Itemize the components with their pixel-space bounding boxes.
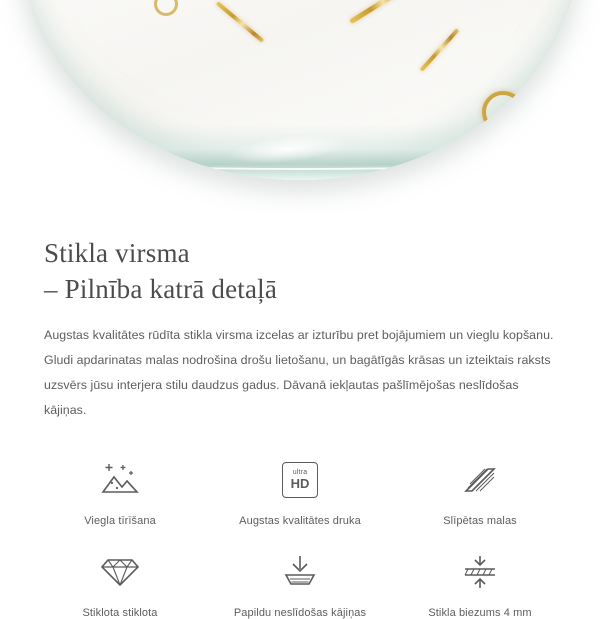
page-title xyxy=(44,236,556,307)
feature-item-anti-slip-feet xyxy=(210,549,390,619)
feature-item-glass-thickness xyxy=(390,549,570,619)
body-paragraph: Augstas kvalitātes rūdīta stikla virsma izcelas ar izturību pret bojājumiem un vieglu kopšanu. Gludi apdarinatas malas nodrošina drošu lietošanu, un bagātīgās krāsas un izteiktais raksts uzsvērs jūsu interjera stilu daudzus gadus. Dāvanā iekļautas pašlīmējošas neslīdošas kājiņas. xyxy=(44,328,554,417)
feature-label: Augstas kvalitātes druka xyxy=(239,514,361,527)
ultra-hd-badge-icon xyxy=(282,457,318,503)
page-title-line-2: – Pilnība katrā detaļā xyxy=(44,273,278,304)
polished-edges-icon xyxy=(460,457,500,503)
badge-bottom-text: HD xyxy=(290,476,310,491)
sparkle-mountain-icon xyxy=(99,457,141,503)
thickness-arrows-icon xyxy=(460,549,500,595)
feature-item-tempered-glass xyxy=(30,549,210,619)
anti-slip-feet-icon xyxy=(280,549,320,595)
feature-grid xyxy=(0,423,600,619)
feature-item-polished-edges xyxy=(390,457,570,527)
content-block xyxy=(0,212,600,423)
gold-streak xyxy=(420,29,460,73)
gold-streak xyxy=(349,0,411,25)
feature-label: Slīpētas malas xyxy=(443,514,517,527)
badge-top-text: ultra xyxy=(292,469,308,476)
feature-label: Stikla biezums 4 mm xyxy=(428,606,532,619)
feature-label: Stiklota stiklota xyxy=(82,606,158,619)
hero-product-image xyxy=(0,0,600,212)
feature-item-print-quality xyxy=(210,457,390,527)
page-title-line-1: Stikla virsma xyxy=(44,238,190,268)
diamond-icon xyxy=(100,549,140,595)
feature-label: Papildu neslīdošas kājiņas xyxy=(233,606,367,619)
glass-plate-shape xyxy=(20,0,580,180)
gold-streak xyxy=(216,1,265,43)
feature-label: Viegla tīrīšana xyxy=(84,514,156,527)
gold-ring-accent xyxy=(154,0,178,16)
feature-item-easy-cleaning xyxy=(30,457,210,527)
